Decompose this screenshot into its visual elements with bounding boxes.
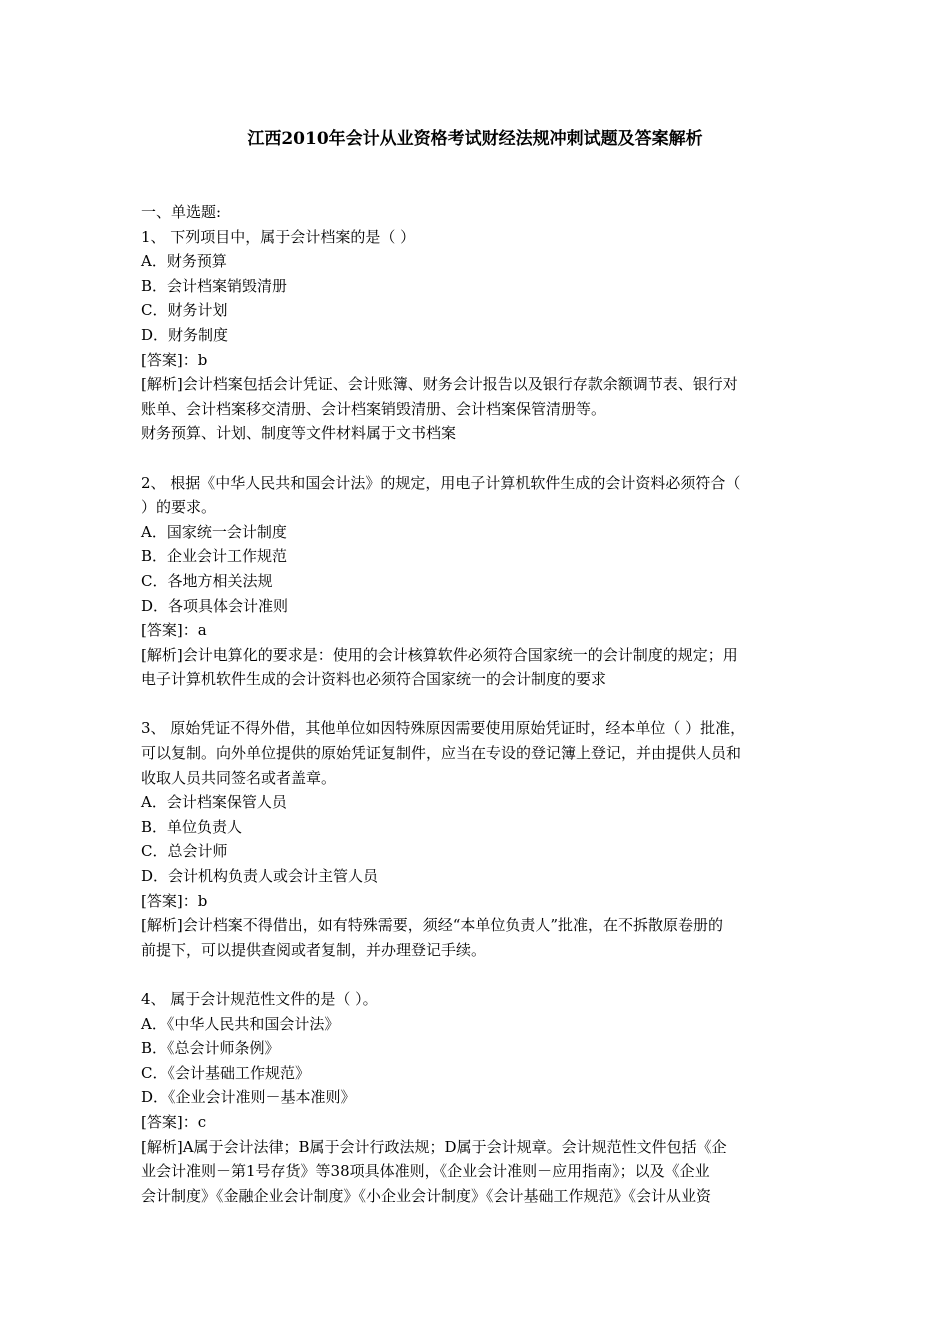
option-a: A．国家统一会计制度 [141, 522, 287, 541]
analysis-line: 财务预算、计划、制度等文件材料属于文书档案 [141, 424, 457, 443]
analysis-line: [解析]会计档案不得借出，如有特殊需要，须经“本单位负责人”批准，在不拆散原卷册的 [141, 916, 724, 935]
option-a: A．会计档案保管人员 [141, 793, 287, 812]
section-heading: 一、单选题: [141, 203, 222, 221]
question-3 [141, 716, 821, 962]
question-stem: 3、 原始凭证不得外借，其他单位如因特殊原因需要使用原始凭证时，经本单位（ ）批准， [141, 719, 746, 738]
paragraph-gap [141, 446, 821, 471]
question-2 [141, 471, 821, 692]
analysis-line: 会计制度》《金融企业会计制度》《小企业会计制度》《会计基础工作规范》《会计从业资 [141, 1186, 712, 1205]
analysis-line: 前提下，可以提供查阅或者复制，并办理登记手续。 [141, 940, 487, 959]
question-stem: 收取人员共同签名或者盖章。 [141, 768, 337, 787]
question-stem: 2、 根据《中华人民共和国会计法》的规定，用电子计算机软件生成的会计资料必须符合（ [141, 473, 741, 492]
answer: [答案]：c [141, 1112, 207, 1131]
question-stem: 4、 属于会计规范性文件的是（ ）。 [141, 990, 378, 1008]
question-4 [141, 987, 821, 1208]
option-b: B．《总会计师条例》 [141, 1039, 280, 1058]
option-d: D．会计机构负责人或会计主管人员 [141, 867, 379, 886]
option-c: C．总会计师 [141, 842, 228, 861]
option-a: A．财务预算 [141, 252, 227, 271]
question-stem: ）的要求。 [141, 498, 217, 517]
question-stem: 1、 下列项目中，属于会计档案的是（ ） [141, 227, 416, 246]
analysis-line: 电子计算机软件生成的会计资料也必须符合国家统一的会计制度的要求 [141, 670, 607, 689]
option-b: B．会计档案销毁清册 [141, 276, 288, 295]
answer: [答案]：a [141, 621, 207, 640]
option-b: B．企业会计工作规范 [141, 547, 288, 566]
option-b: B．单位负责人 [141, 817, 243, 836]
option-c: C．《会计基础工作规范》 [141, 1063, 310, 1082]
option-d: D．财务制度 [141, 325, 229, 344]
analysis-line: 账单、会计档案移交清册、会计档案销毁清册、会计档案保管清册等。 [141, 399, 607, 418]
answer: [答案]：b [141, 350, 208, 369]
option-c: C．各地方相关法规 [141, 571, 273, 590]
question-1 [141, 225, 821, 446]
paragraph-gap [141, 962, 821, 987]
document-body [141, 200, 821, 1208]
document-title: 江西2010年会计从业资格考试财经法规冲刺试题及答案解析 [247, 129, 703, 149]
answer: [答案]：b [141, 891, 208, 910]
analysis-line: [解析]A属于会计法律；B属于会计行政法规；D属于会计规章。会计规范性文件包括《企 [141, 1137, 727, 1156]
analysis-line: [解析]会计电算化的要求是：使用的会计核算软件必须符合国家统一的会计制度的规定；用 [141, 645, 738, 664]
option-d: D．《企业会计准则－基本准则》 [141, 1088, 356, 1107]
option-c: C．财务计划 [141, 301, 228, 320]
paragraph-gap [141, 692, 821, 717]
question-stem: 可以复制。向外单位提供的原始凭证复制件，应当在专设的登记簿上登记，并由提供人员和 [141, 744, 742, 763]
option-a: A．《中华人民共和国会计法》 [141, 1014, 340, 1033]
option-d: D．各项具体会计准则 [141, 596, 289, 615]
analysis-line: 业会计准则－第1号存货》等38项具体准则，《企业会计准则－应用指南》；以及《企业 [141, 1162, 710, 1181]
analysis-line: [解析]会计档案包括会计凭证、会计账簿、财务会计报告以及银行存款余额调节表、银行对 [141, 375, 738, 394]
